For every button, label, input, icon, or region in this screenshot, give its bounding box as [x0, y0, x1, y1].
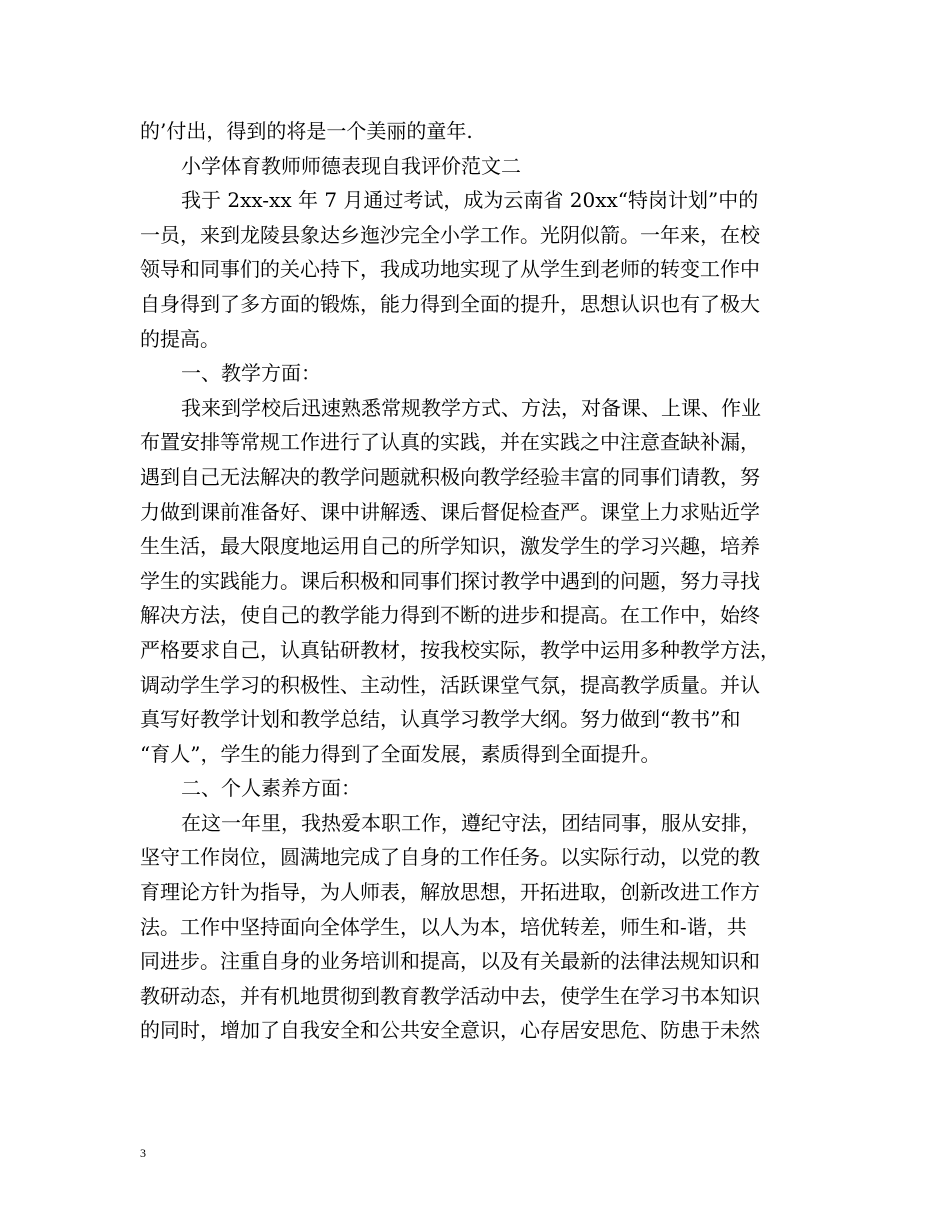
document-body: [140, 114, 820, 1048]
text-line: 同进步。注重自身的业务培训和提高，以及有关最新的法律法规知识和: [140, 949, 760, 974]
text-line: 学生的实践能力。课后积极和同事们探讨教学中遇到的问题，努力寻找: [140, 568, 760, 593]
text-line: 调动学生学习的积极性、主动性，活跃课堂气氛，提高教学质量。并认: [140, 672, 760, 697]
text-line: 坚守工作岗位，圆满地完成了自身的工作任务。以实际行动，以党的教: [140, 845, 760, 870]
text-line: 的’付出，得到的将是一个美丽的童年.: [140, 119, 473, 143]
text-line: 生生活，最大限度地运用自己的所学知识，激发学生的学习兴趣，培养: [140, 534, 760, 559]
text-line: 布置安排等常规工作进行了认真的实践，并在实践之中注意查缺补漏，: [140, 430, 760, 455]
text-line: 力做到课前准备好、课中讲解透、课后督促检查严。课堂上力求贴近学: [140, 499, 760, 524]
text-line: 严格要求自己，认真钻研教材，按我校实际，教学中运用多种教学方法，: [140, 637, 780, 662]
text-line: 我于 2xx-xx 年 7 月通过考试，成为云南省 20xx“特岗计划”中的: [181, 188, 759, 213]
page-number: 3: [140, 1146, 146, 1160]
text-line: 法。工作中坚持面向全体学生，以人为本，培优转差，师生和-谐，共: [140, 914, 747, 939]
text-line: 遇到自己无法解决的教学问题就积极向教学经验丰富的同事们请教，努: [140, 464, 760, 489]
text-line: 我来到学校后迅速熟悉常规教学方式、方法，对备课、上课、作业: [181, 395, 761, 420]
text-line: 解决方法，使自己的教学能力得到不断的进步和提高。在工作中，始终: [140, 603, 760, 628]
text-line: “育人”，学生的能力得到了全面发展，素质得到全面提升。: [140, 741, 661, 766]
text-line: 自身得到了多方面的锻炼，能力得到全面的提升，思想认识也有了极大: [140, 291, 760, 316]
text-line: 育理论方针为指导，为人师表，解放思想，开拓进取，创新改进工作方: [140, 880, 760, 905]
text-line: 一员，来到龙陵县象达乡迤沙完全小学工作。光阴似箭。一年来，在校: [140, 222, 760, 247]
text-line: 领导和同事们的关心持下，我成功地实现了从学生到老师的转变工作中: [140, 257, 760, 282]
text-line: 教研动态，并有机地贯彻到教育教学活动中去，使学生在学习书本知识: [140, 983, 760, 1008]
text-line: 的提高。: [140, 326, 220, 351]
text-line: 在这一年里，我热爱本职工作，遵纪守法，团结同事，服从安排，: [181, 810, 761, 835]
text-line: 一、教学方面：: [181, 361, 321, 386]
text-line: 真写好教学计划和教学总结，认真学习教学大纲。努力做到“教书”和: [140, 707, 741, 732]
text-line: 的同时，增加了自我安全和公共安全意识，心存居安思危、防患于未然: [140, 1018, 760, 1043]
text-line: 小学体育教师师德表现自我评价范文二: [181, 153, 521, 178]
text-line: 二、个人素养方面：: [181, 776, 361, 801]
